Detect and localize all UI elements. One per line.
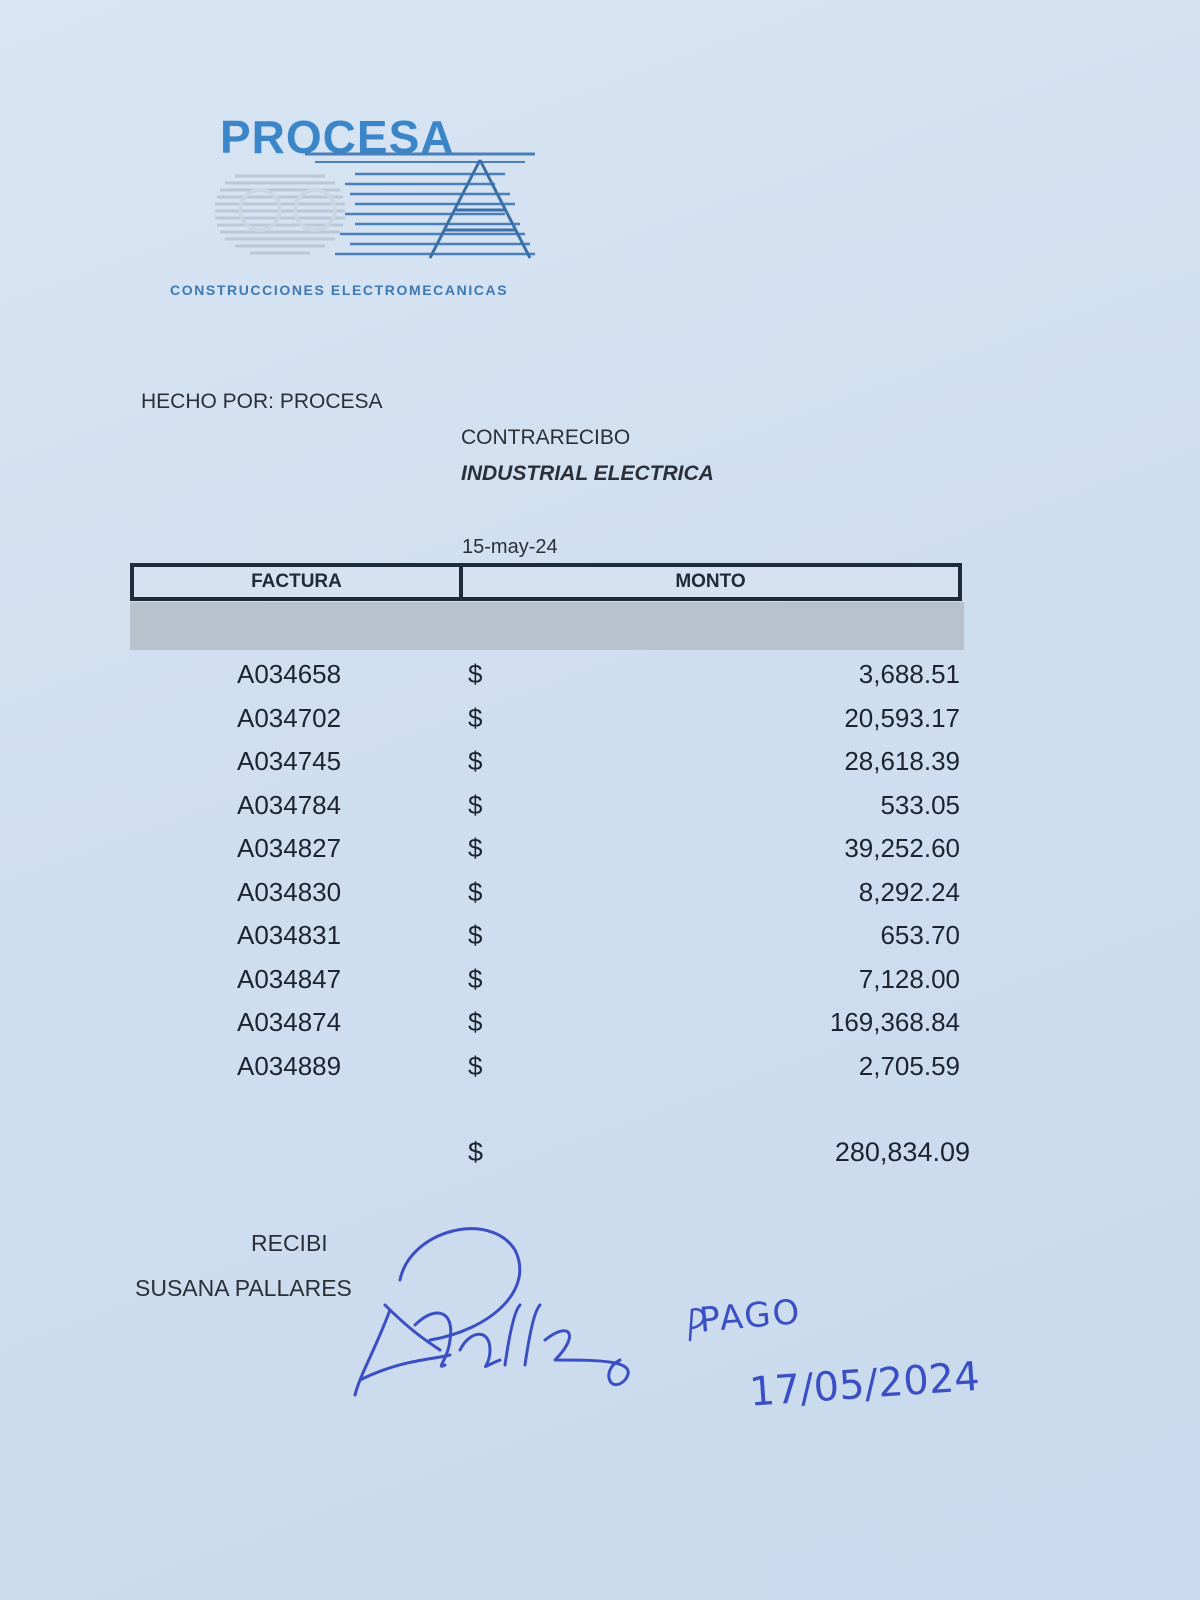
invoice-number: A034889 xyxy=(237,1050,342,1081)
invoice-amount: 8,292.24 xyxy=(858,876,960,907)
invoice-amount: 39,252.60 xyxy=(844,833,960,863)
currency-symbol: $ xyxy=(468,659,483,689)
invoice-amount: 3,688.51 xyxy=(858,659,960,689)
invoice-list xyxy=(130,655,960,1090)
invoice-amount: 169,368.84 xyxy=(829,1007,960,1037)
currency-symbol: $ xyxy=(468,1050,483,1081)
table-row xyxy=(130,655,960,699)
currency-symbol: $ xyxy=(468,789,483,820)
total-amount: 280,834.09 xyxy=(834,1137,970,1167)
column-header-monto: MONTO xyxy=(675,571,746,592)
logo-emblem-icon xyxy=(165,150,545,285)
invoice-amount: 653.70 xyxy=(880,920,960,950)
currency-symbol: $ xyxy=(468,746,483,776)
currency-symbol: $ xyxy=(468,963,483,994)
table-header xyxy=(130,563,962,601)
document-date: 15-may-24 xyxy=(462,536,558,558)
made-by-label: HECHO POR: PROCESA xyxy=(141,390,383,413)
currency-symbol: $ xyxy=(468,1007,483,1037)
invoice-amount: 533.05 xyxy=(880,789,960,820)
company-logo xyxy=(165,110,605,310)
table-row xyxy=(130,1047,960,1091)
received-label: RECIBI xyxy=(251,1230,328,1256)
table-row xyxy=(130,960,960,1004)
currency-symbol: $ xyxy=(468,876,483,907)
invoice-amount: 7,128.00 xyxy=(858,963,960,994)
company-name: INDUSTRIAL ELECTRICA xyxy=(461,462,714,485)
invoice-number: A034702 xyxy=(237,702,342,733)
logo-tagline: CONSTRUCCIONES ELECTROMECANICAS xyxy=(170,282,509,298)
currency-symbol: $ xyxy=(468,702,483,733)
invoice-amount: 20,593.17 xyxy=(844,702,960,733)
invoice-number: A034847 xyxy=(237,963,342,994)
total-row xyxy=(130,1137,970,1177)
table-row xyxy=(130,786,960,830)
invoice-amount: 28,618.39 xyxy=(844,746,960,776)
invoice-number: A034745 xyxy=(237,746,342,776)
column-header-factura: FACTURA xyxy=(134,567,463,597)
invoice-number: A034827 xyxy=(237,833,342,863)
table-row xyxy=(130,1003,960,1047)
table-row xyxy=(130,699,960,743)
handwritten-pago: PAGO xyxy=(697,1291,803,1341)
table-header-band xyxy=(130,602,964,650)
invoice-number: A034658 xyxy=(237,659,342,689)
invoice-number: A034784 xyxy=(237,789,342,820)
currency-symbol: $ xyxy=(468,833,483,863)
table-row xyxy=(130,916,960,960)
received-by-name: SUSANA PALLARES xyxy=(135,1275,352,1301)
table-row xyxy=(130,829,960,873)
currency-symbol: $ xyxy=(468,920,483,950)
logo-wordmark: PROCESA xyxy=(220,111,455,163)
document-title: CONTRARECIBO xyxy=(461,426,631,449)
currency-symbol: $ xyxy=(468,1137,484,1167)
invoice-number: A034874 xyxy=(237,1007,342,1037)
invoice-number: A034830 xyxy=(237,876,342,907)
invoice-amount: 2,705.59 xyxy=(858,1050,960,1081)
table-row xyxy=(130,742,960,786)
handwritten-date-text: 17/05/2024 xyxy=(747,1353,982,1416)
table-row xyxy=(130,873,960,917)
invoice-number: A034831 xyxy=(237,920,342,950)
